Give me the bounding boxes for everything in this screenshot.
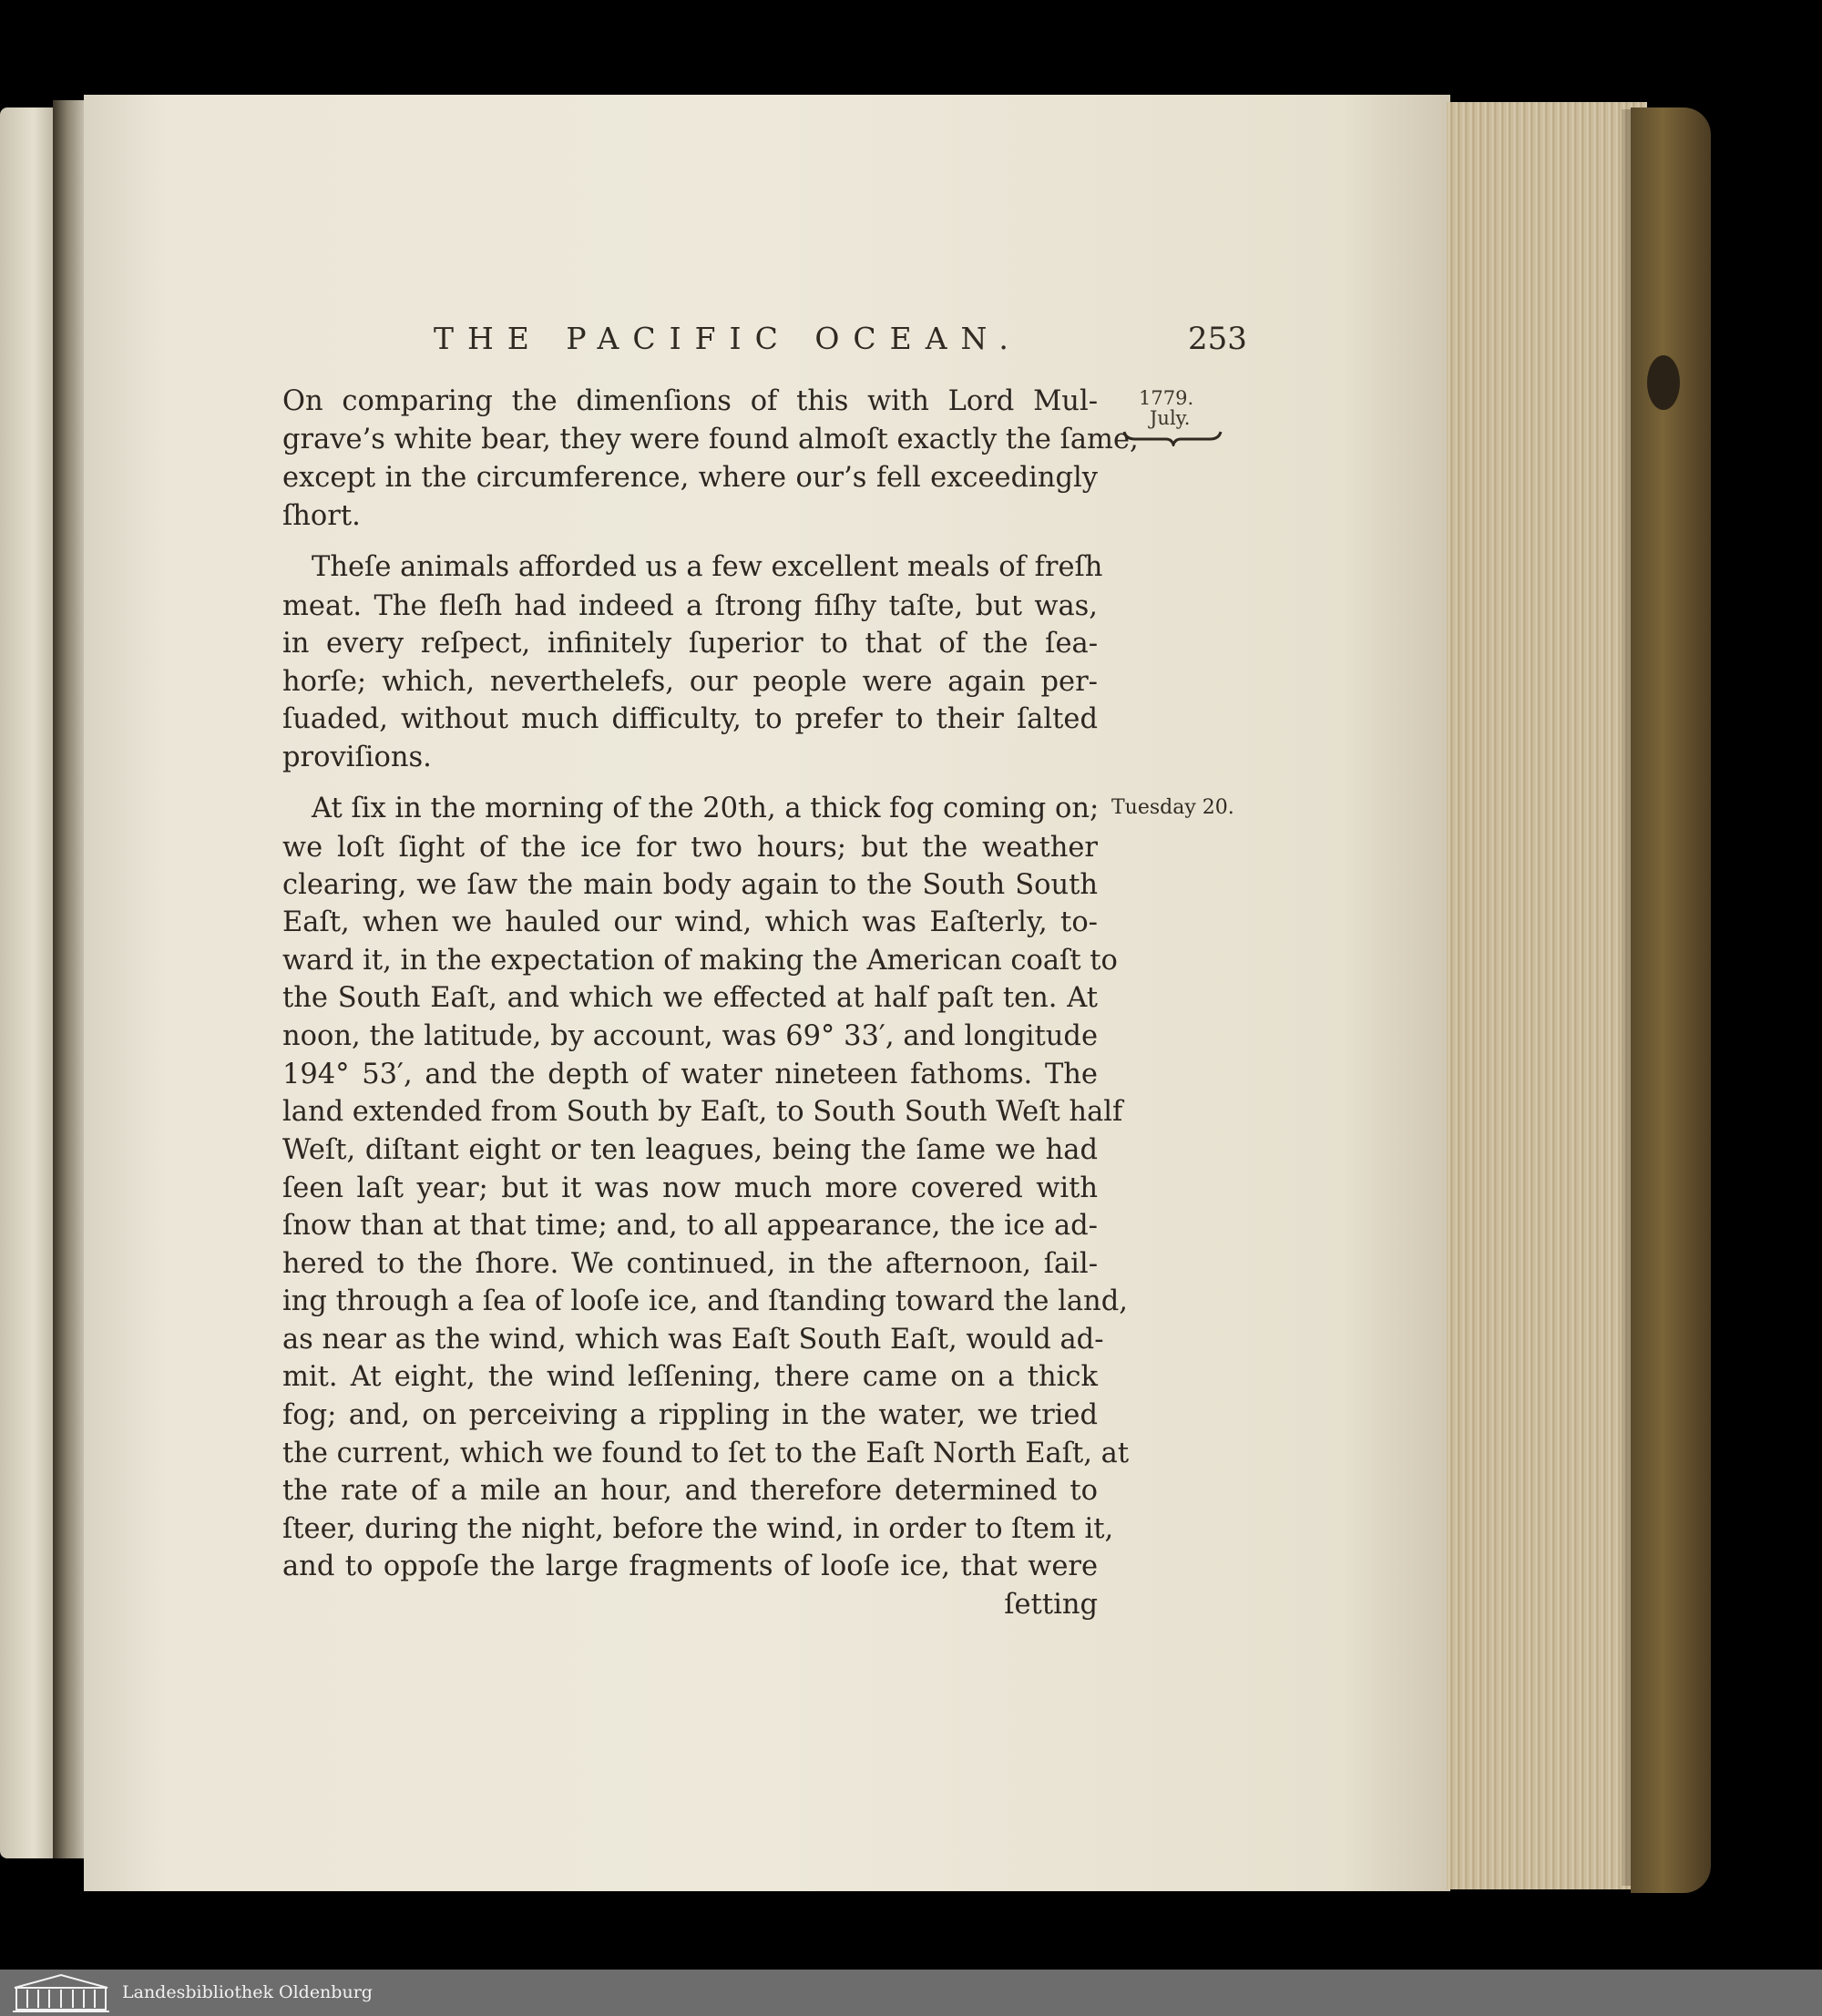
body-line: ing through a ſea of looſe ice, and ſtanding toward the land, — [282, 1285, 1128, 1317]
body-line: mit. At eight, the wind leſſening, there came on a thick — [282, 1361, 1098, 1393]
body-line: the current, which we found to ſet to the Eaſt North Eaſt, at — [282, 1438, 1130, 1469]
body-line: ſeen laſt year; but it was now much more covered with — [282, 1172, 1098, 1204]
body-line: Theſe animals afforded us a few excellent meals of freſh — [312, 551, 1103, 583]
body-line: land extended from South by Eaſt, to South South Weſt half — [282, 1096, 1123, 1128]
body-line: On comparing the dimenſions of this with Lord Mul- — [282, 385, 1098, 417]
page-block-edges — [1447, 102, 1647, 1889]
body-line: in every reſpect, infinitely ſuperior to that of the ſea- — [282, 628, 1098, 660]
body-line: noon, the latitude, by account, was 69° 33′, and longitude — [282, 1020, 1098, 1052]
left-page-edge — [0, 107, 56, 1858]
body-line: we loſt ſight of the ice for two hours; but the weather — [282, 832, 1098, 864]
margin-note-year: 1779. — [1139, 387, 1194, 409]
library-building-icon — [11, 1971, 111, 2013]
body-line: the rate of a mile an hour, and therefore determined to — [282, 1475, 1098, 1507]
body-line: except in the circumference, where our’s fell exceedingly — [282, 462, 1098, 494]
catchword: ſetting — [1004, 1589, 1098, 1621]
body-line: clearing, we ſaw the main body again to the South South — [282, 869, 1098, 901]
body-line: ſhort. — [282, 500, 361, 532]
body-line: ſuaded, without much difficulty, to prefer to their ſalted — [282, 703, 1098, 735]
library-name: Landesbibliothek Oldenburg — [122, 1982, 373, 2002]
body-line: proviſions. — [282, 742, 432, 773]
body-line: ward it, in the expectation of making the American coaſt to — [282, 945, 1118, 977]
body-line: At ſix in the morning of the 20th, a thick fog coming on; — [312, 793, 1100, 824]
body-line: hered to the ſhore. We continued, in the afternoon, ſail- — [282, 1248, 1098, 1280]
body-line: horſe; which, neverthelefs, our people were again per- — [282, 666, 1098, 698]
body-line: meat. The fleſh had indeed a ſtrong fiſhy taſte, but was, — [282, 590, 1098, 622]
body-line: ſnow than at that time; and, to all appearance, the ice ad- — [282, 1210, 1098, 1242]
cover-stain — [1647, 355, 1680, 410]
margin-note-date: Tuesday 20. — [1111, 796, 1234, 819]
body-line: fog; and, on perceiving a rippling in the water, we tried — [282, 1399, 1098, 1431]
page-number: 253 — [1188, 321, 1247, 357]
body-line: Weſt, diſtant eight or ten leagues, being the ſame we had — [282, 1134, 1098, 1166]
body-line: the South Eaſt, and which we effected at half paſt ten. At — [282, 982, 1098, 1014]
margin-note-month: July. — [1150, 407, 1191, 429]
body-line: and to oppoſe the large fragments of looſe ice, that were — [282, 1550, 1098, 1582]
body-line: Eaſt, when we hauled our wind, which was Eaſterly, to- — [282, 906, 1098, 938]
body-line: as near as the wind, which was Eaſt South Eaſt, would ad- — [282, 1324, 1104, 1356]
running-head: THE PACIFIC OCEAN. — [434, 321, 1022, 356]
body-line: grave’s white bear, they were found almoſt exactly the ſame, — [282, 424, 1139, 455]
body-line: 194° 53′, and the depth of water nineteen fathoms. The — [282, 1059, 1098, 1090]
body-line: ſteer, during the night, before the wind, in order to ſtem it, — [282, 1513, 1114, 1545]
